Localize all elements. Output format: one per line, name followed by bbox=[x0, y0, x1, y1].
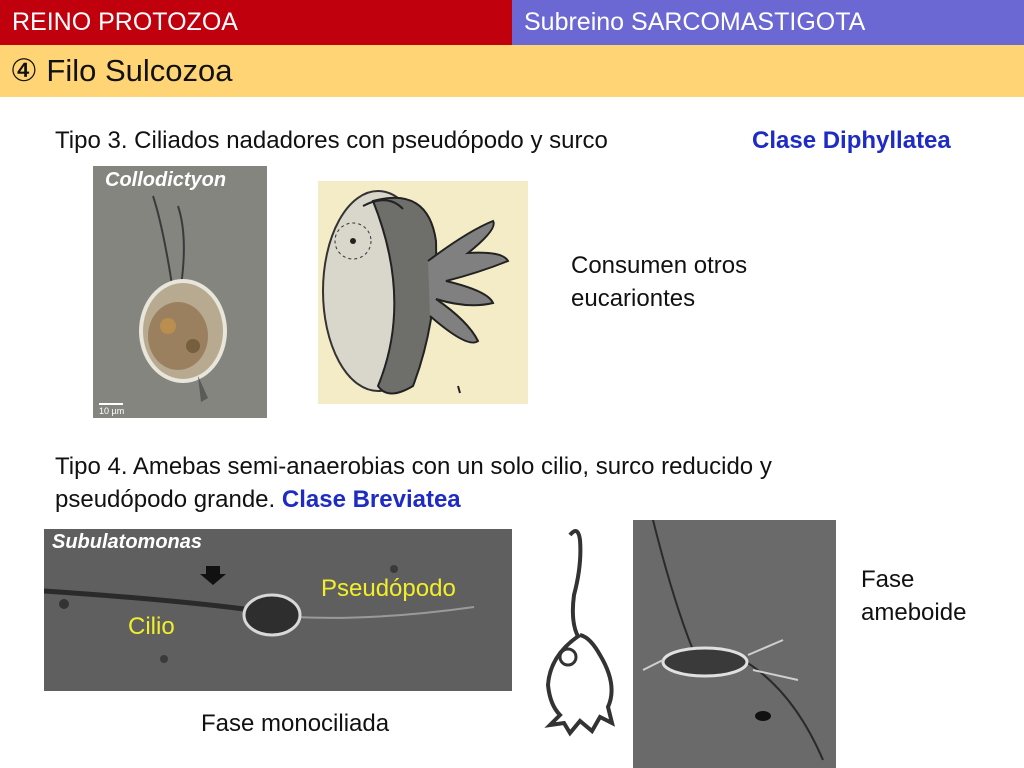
tipo4-class: Clase Breviatea bbox=[281, 486, 461, 513]
scale-bar-label: 10 µm bbox=[99, 406, 125, 416]
breviatea-sketch bbox=[530, 525, 630, 740]
breviatea-drawing bbox=[530, 525, 630, 740]
page-title: ④ Filo Sulcozoa bbox=[10, 53, 233, 88]
header-left bbox=[0, 0, 512, 45]
subkingdom-title: Subreino SARCOMASTIGOTA bbox=[524, 8, 866, 36]
collodictyon-drawing bbox=[318, 181, 528, 404]
caption-ameboide-line1: Fase bbox=[861, 566, 915, 593]
title-band bbox=[0, 45, 1024, 97]
consumen-line1: Consumen otros bbox=[571, 252, 748, 279]
caption-ameboide-line2: ameboide bbox=[861, 599, 967, 626]
collodictyon-cell-drawing bbox=[93, 166, 267, 418]
pseudopodo-label: Pseudópodo bbox=[321, 575, 456, 602]
collodictyon-label: Collodictyon bbox=[105, 169, 227, 191]
header-right bbox=[512, 0, 1024, 45]
tipo4-line1: Tipo 4. Amebas semi-anaerobias con un solo cilio, surco reducido y bbox=[55, 453, 772, 480]
tipo4-line2: pseudópodo grande. bbox=[55, 486, 276, 513]
tipo3-text: Tipo 3. Ciliados nadadores con pseudópodo y surco bbox=[55, 127, 608, 154]
collodictyon-photo bbox=[93, 166, 267, 418]
consumen-line2: eucariontes bbox=[571, 285, 696, 312]
collodictyon-sketch bbox=[318, 181, 528, 404]
caption-monociliada: Fase monociliada bbox=[201, 710, 390, 737]
tipo3-class: Clase Diphyllatea bbox=[752, 127, 951, 154]
ameboid-photo bbox=[633, 520, 836, 768]
kingdom-title: REINO PROTOZOA bbox=[12, 8, 238, 36]
cilio-label: Cilio bbox=[128, 613, 175, 640]
subulatomonas-label: Subulatomonas bbox=[52, 531, 203, 553]
subulatomonas-photo bbox=[44, 529, 512, 691]
ameboid-cell-drawing bbox=[633, 520, 836, 768]
